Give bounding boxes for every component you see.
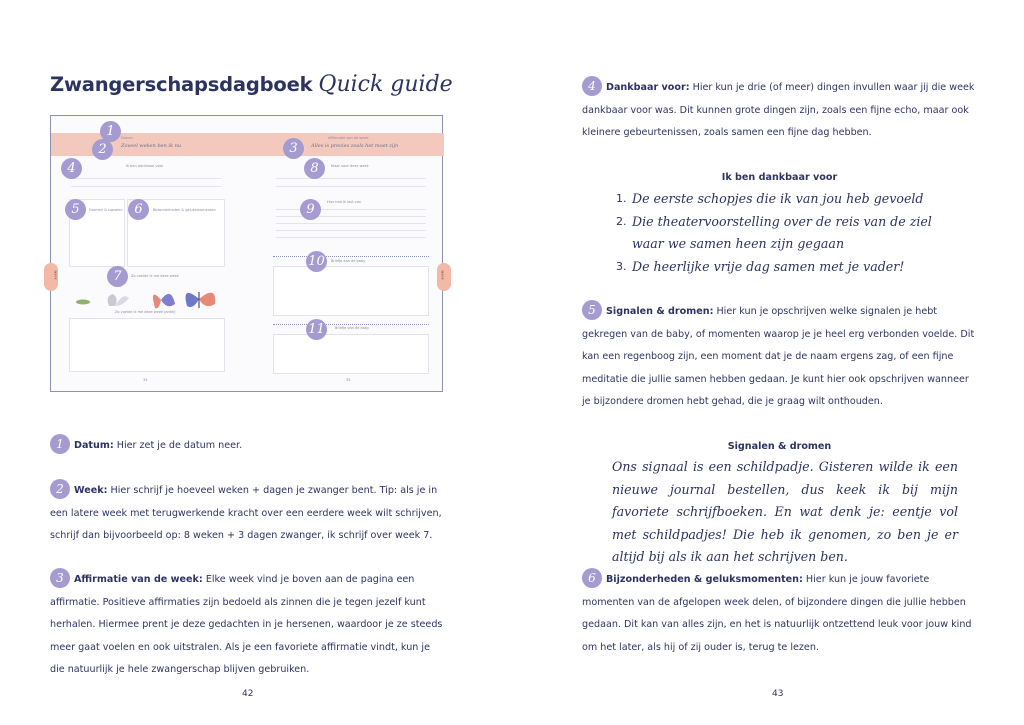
item-datum-text: Hier zet je de datum neer.: [116, 440, 243, 451]
thumb-page-right: 35: [346, 378, 351, 382]
thumb-dankbaar-label: Ik ben dankbaar voor: [126, 164, 164, 168]
item-affirmatie-label: Affirmatie van de week:: [74, 574, 203, 585]
thumb-datum-label: Datum: [121, 136, 133, 140]
thumb-badge-6: 6: [128, 199, 149, 220]
item-dankbaar-label: Dankbaar voor:: [606, 82, 690, 93]
item-signalen: [582, 301, 977, 414]
thumb-badge-8: 8: [304, 158, 325, 179]
list-item: 1. De eerste schopjes die ik van jou heb gevoeld: [616, 191, 924, 206]
list-item: 2. Die theatervoorstelling over de reis van de ziel waar we samen heen zijn gegaan: [616, 213, 932, 251]
badge-4: 4: [582, 76, 602, 96]
page-number-right: 43: [772, 689, 784, 699]
item-bijzonderheden-text: Hier kun je jouw favoriete momenten van de afgelopen week delen, of bijzondere dingen die jullie hebben gedaan. Dit kan van alles zijn, en het is natuurlijk ontzettend leuk voor jouw kind om het later, als hij of zij ouder is, terug te lezen.: [582, 574, 972, 653]
butterfly-large-icon: [186, 292, 216, 308]
thumb-klaar-label: Klaar voor deze week: [331, 164, 369, 168]
thumb-badge-9: 9: [300, 199, 321, 220]
butterfly-icon: [153, 294, 175, 308]
signalen-example-text: Ons signaal is een schildpadje. Gisteren wilde ik een nieuwe journal bestellen, dus keek ik bij mijn favoriete schrijfboeken. En wat denk je: eentje vol met schildpadjes! Die heb ik genomen, zo ben je er altijd bij als ik aan het schrijven ben.: [612, 459, 958, 564]
thumb-week-label: Zoveel weken ben ik nu: [121, 143, 182, 149]
thumb-side-tab-left: week: [44, 263, 58, 291]
journal-spread-preview: [50, 115, 443, 392]
title-script: Quick guide: [318, 72, 453, 97]
item-bijzonderheden: [582, 569, 977, 659]
thumb-brief2-box: [273, 334, 429, 374]
thumb-brief1-label: Briefje aan de baby: [331, 259, 366, 263]
thumb-page-left: 34: [143, 378, 148, 382]
item-affirmatie-text: Elke week vind je boven aan de pagina een affirmatie. Positieve affirmaties zijn bedoeld als zinnen die je tegen jezelf kunt herhalen. Hiermee prent je deze gedachten in je hersenen, waardoor je ze steeds meer gaat voelen en ook uitstralen. Als je een favoriete affirmatie vindt, kun je die natuurlijk je hele zwangerschap blijven gebruiken.: [50, 574, 443, 675]
dankbaar-example-list: [616, 188, 966, 278]
page-number-left: 42: [242, 689, 254, 699]
item-dankbaar-text: Hier kun je drie (of meer) dingen invullen waar jij die week dankbaar voor was. Dit kunnen grote dingen zijn, zoals een fijne echo, maar ook kleinere gebeurtenissen, zoals samen een fijne dag hebben.: [582, 82, 975, 138]
badge-3: 3: [50, 568, 70, 588]
thumb-hier-label: Hier heb ik last van: [327, 200, 361, 204]
thumb-notes-box: [69, 318, 225, 372]
dankbaar-heading: Ik ben dankbaar voor: [721, 172, 838, 183]
thumb-side-tab-right: week: [437, 263, 451, 291]
thumb-badge-11: 11: [306, 319, 327, 340]
item-bijzonderheden-label: Bijzonderheden & geluksmomenten:: [606, 574, 803, 585]
item-datum: [50, 435, 445, 458]
page-title: [50, 72, 453, 97]
butterfly-growth-illustration: [71, 284, 221, 314]
thumb-dromen-label: Dromen & signalen: [89, 208, 123, 212]
thumb-groei-label: Zo voelde ik me deze week: [131, 274, 179, 278]
thumb-badge-4: 4: [61, 158, 82, 179]
thumb-badge-2: 2: [92, 139, 113, 160]
thumb-badge-7: 7: [107, 266, 128, 287]
item-week: [50, 480, 445, 548]
thumb-badge-1: 1: [100, 121, 121, 142]
item-dankbaar: [582, 77, 977, 145]
list-item: 3. De heerlijke vrije dag samen met je vader!: [616, 258, 905, 274]
badge-6: 6: [582, 568, 602, 588]
thumb-badge-10: 10: [306, 251, 327, 272]
right-page: [512, 0, 1024, 725]
title-main: Zwangerschapsdagboek: [50, 73, 313, 96]
item-affirmatie: [50, 569, 445, 682]
thumb-bijzonder-label: Bijzonderheden & geluksmomenten: [153, 208, 216, 212]
thumb-affirmation-small: Affirmatie van de week: [328, 136, 369, 140]
thumb-groei-sub: Zo voelde ik me deze week (antik): [115, 310, 176, 314]
item-signalen-text: Hier kun je opschrijven welke signalen je hebt gekregen van de baby, of momenten waarop je je heel erg verbonden voelde. Dit kan een regenboog zijn, een moment dat je de naam ergens zag, of een fijne meditatie die jullie samen hebben gedaan. Je kunt hier ook opschrijven wanneer je bijzondere dromen hebt gehad, die je graag wilt onthouden.: [582, 306, 975, 407]
thumb-brief1-box: [273, 266, 429, 316]
thumb-badge-5: 5: [65, 199, 86, 220]
badge-5: 5: [582, 300, 602, 320]
thumb-badge-3: 3: [283, 138, 304, 159]
item-signalen-label: Signalen & dromen:: [606, 306, 714, 317]
thumb-affirmation-text: Alles is precies zoals het moet zijn: [311, 143, 399, 149]
badge-2: 2: [50, 479, 70, 499]
thumb-brief2-label: Briefje van de baby: [335, 326, 370, 330]
badge-1: 1: [50, 434, 70, 454]
item-datum-label: Datum:: [74, 440, 114, 451]
item-week-label: Week:: [74, 485, 108, 496]
item-week-text: Hier schrijf je hoeveel weken + dagen je zwanger bent. Tip: als je in een latere week met terugwerkende kracht over een eerdere week wilt schrijven, schrijf dan bijvoorbeeld op: 8 weken + 3 dagen zwanger, ik schrijf over week 7.: [50, 485, 442, 541]
signalen-heading: Signalen & dromen: [727, 441, 832, 452]
